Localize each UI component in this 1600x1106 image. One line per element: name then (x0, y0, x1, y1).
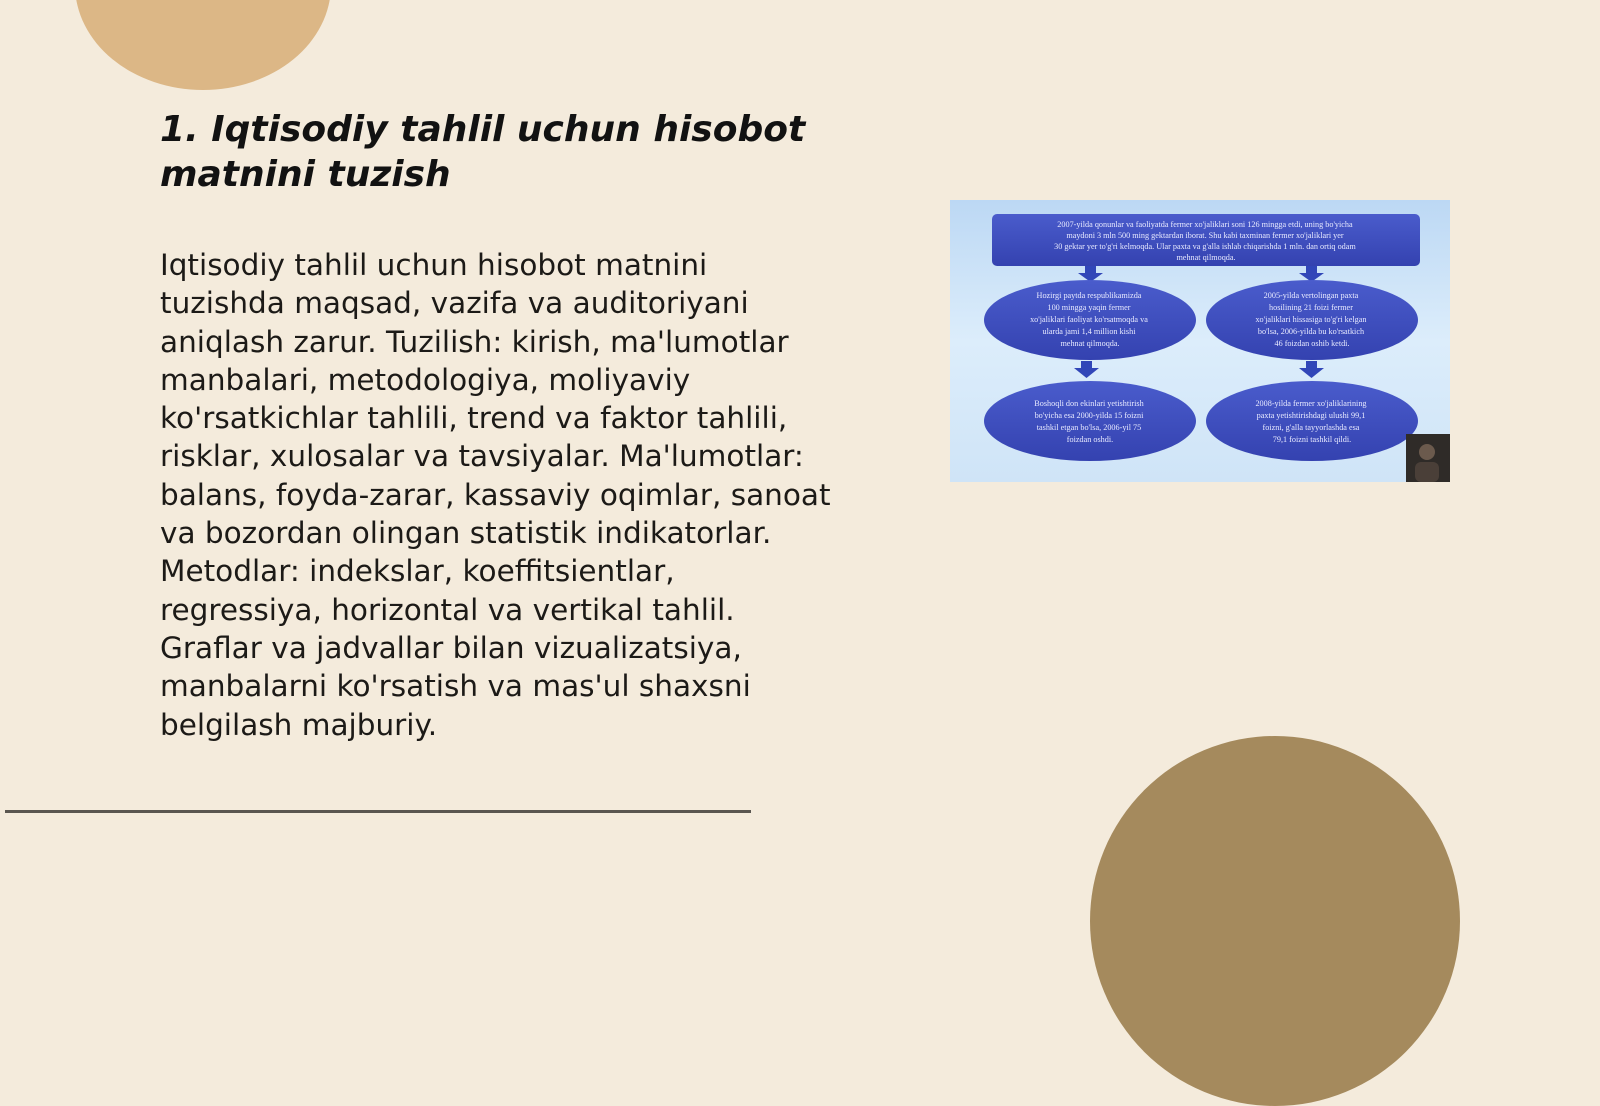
ellipse-3-line-3: tashkil etgan bo'lsa, 2006-yil 75 (1036, 423, 1142, 432)
decorative-circle-bottom (1090, 736, 1460, 1106)
ellipse-2-line-2: hosilining 21 foizi fermer (1269, 303, 1353, 312)
ellipse-3-line-4: foizdan oshdi. (1066, 435, 1114, 444)
presenter-body (1415, 462, 1439, 482)
slide-body-text: Iqtisodiy tahlil uchun hisobot matnini tuzishda maqsad, vazifa va auditoriyani aniqlash zarur. Tuzilish: kirish, ma'lumotlar manbalari, metodologiya, moliyaviy ko'rsatkichlar tahlili, trend va faktor tahlili, risklar, xulosalar va tavsiyalar. Ma'lumotlar: balans, foyda-zarar, kassaviy oqimlar, sanoat va bozordan olingan statistik indikatorlar. Metodlar: indekslar, koeffitsientlar, regressiya, horizontal va vertikal tahlil. Graflar va jadvallar bilan vizualizatsiya, manbalarni ko'rsatish va mas'ul shaxsni belgilash majburiy. (160, 248, 831, 742)
ellipse-1-line-2: 100 mingga yaqin fermer (1047, 303, 1131, 312)
ellipse-2-line-4: bo'lsa, 2006-yilda bu ko'rsatkich (1257, 327, 1365, 336)
diagram-top-line-3: 30 gektar yer to'g'ri kelmoqda. Ular paxta va g'alla ishlab chiqarishda 1 mln. dan ortiq odam (1054, 242, 1356, 251)
diagram-ellipse-bottom-left (984, 381, 1196, 461)
decorative-circle-top (75, 0, 331, 90)
ellipse-2-line-5: 46 foizdan oshib ketdi. (1274, 339, 1350, 348)
ellipse-4-line-1: 2008-yilda fermer xo'jaliklarining (1255, 399, 1367, 408)
ellipse-1-line-1: Hozirgi paytda respublikamizda (1036, 291, 1142, 300)
ellipse-4-line-2: paxta yetishtirishdagi ulushi 99,1 (1256, 411, 1366, 420)
ellipse-4-line-4: 79,1 foizni tashkil qildi. (1272, 435, 1352, 444)
ellipse-3-line-1: Boshoqli don ekinlari yetishtirish (1034, 399, 1144, 408)
ellipse-1-line-5: mehnat qilmoqda. (1060, 339, 1120, 348)
slide-title: 1. Iqtisodiy tahlil uchun hisobot matnini tuzish (160, 109, 806, 195)
ellipse-4-line-3: foizni, g'alla tayyorlashda esa (1262, 423, 1360, 432)
diagram-top-line-1: 2007-yilda qonunlar va faoliyatda fermer xo'jaliklari soni 126 mingga etdi, uning bo'yicha (1057, 220, 1353, 229)
horizontal-divider-line (5, 810, 751, 813)
ellipse-3-line-2: bo'yicha esa 2000-yilda 15 foizni (1034, 411, 1144, 420)
diagram-top-line-2: maydoni 3 mln 500 ming gektardan iborat. Shu kabi taxminan fermer xo'jaliklari yer (1066, 231, 1344, 240)
diagram-svg (950, 200, 1450, 482)
ellipse-2-line-3: xo'jaliklari hissasiga to'g'ri kelgan (1255, 315, 1367, 324)
diagram-top-line-4: mehnat qilmoqda. (1176, 253, 1236, 262)
ellipse-2-line-1: 2005-yilda vertolingan paxta (1263, 291, 1359, 300)
ellipse-1-line-3: xo'jaliklari faoliyat ko'rsatmoqda va (1030, 315, 1148, 324)
farm-statistics-diagram (950, 200, 1450, 482)
presenter-head (1419, 444, 1435, 460)
ellipse-1-line-4: ularda jami 1,4 million kishi (1042, 327, 1136, 336)
diagram-ellipse-bottom-right (1206, 381, 1418, 461)
